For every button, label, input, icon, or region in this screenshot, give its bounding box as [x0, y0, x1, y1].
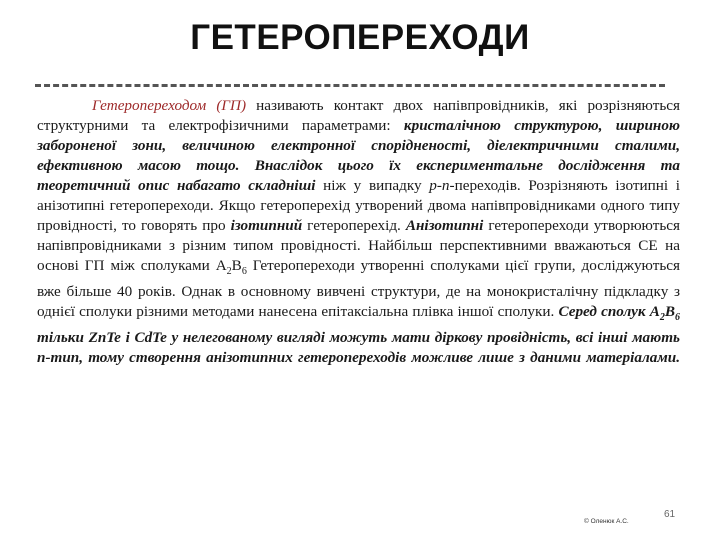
paragraph-run: ніж у випадку: [315, 177, 430, 194]
paragraph-run: -переходів. Розрізняють ізотипні і анізотипні гетеропереходи. Якщо гетероперехід утворений двома напівпровідниками одного типу провідності, то говорять про: [37, 177, 680, 234]
paragraph-run: В: [664, 303, 675, 321]
body-paragraph: [37, 96, 680, 368]
paragraph-run: називають контакт двох напівпровідників, які розрізняються структурними та електрофізичними параметрами:: [37, 97, 680, 134]
paragraph-run: 2: [659, 312, 665, 324]
paragraph-run: Гетеропереходи утворенні сполуками цієї групи, досліджуються вже більше 40 років. Однак в основному вивчені структури, де на монокристалічну підкладку з однієї сполуки різними методами нанесена епітаксіальна плівка іншої сполуки.: [37, 257, 680, 321]
paragraph-run: гетеропереходи утворюються напівпровідниками з різним типом провідності. Найбільш перспективними вважаються СЕ на основі ГП між сполуками А: [37, 217, 680, 274]
dashed-divider: [35, 84, 665, 87]
paragraph-run: Серед сполук А: [558, 303, 660, 321]
paragraph-run: 2: [226, 266, 232, 278]
page-number: 61: [664, 509, 676, 520]
paragraph-run: тільки ZnTe і CdTe у нелегованому вигляді можуть мати діркову провідність, всі інші мають n-тип, тому створення анізотипних гетеропереходів можливе лише з даними матеріалами.: [37, 329, 680, 367]
copyright-note: © Оленюк А.С.: [584, 518, 629, 525]
paragraph-run: р-n: [429, 177, 450, 194]
slide-title: ГЕТЕРОПЕРЕХОДИ: [190, 18, 530, 57]
paragraph-run: Гетеропереходом (ГП): [92, 97, 247, 114]
paragraph-run: В: [231, 257, 242, 274]
paragraph-run: Анізотипні: [405, 217, 484, 234]
paragraph-run: ізотипний: [230, 217, 303, 234]
paragraph-run: 6: [241, 266, 247, 278]
paragraph-run: кристалічною структурою, шириною забороненої зони, величиною електронної спорідненості, діелектричними сталими, ефективною масою тощо. Внаслідок цього їх експериментальне дослідження та теоретичний опис набагато складніші: [37, 117, 680, 194]
paragraph-run: гетероперехід.: [302, 217, 406, 234]
paragraph-run: 6: [675, 312, 680, 324]
